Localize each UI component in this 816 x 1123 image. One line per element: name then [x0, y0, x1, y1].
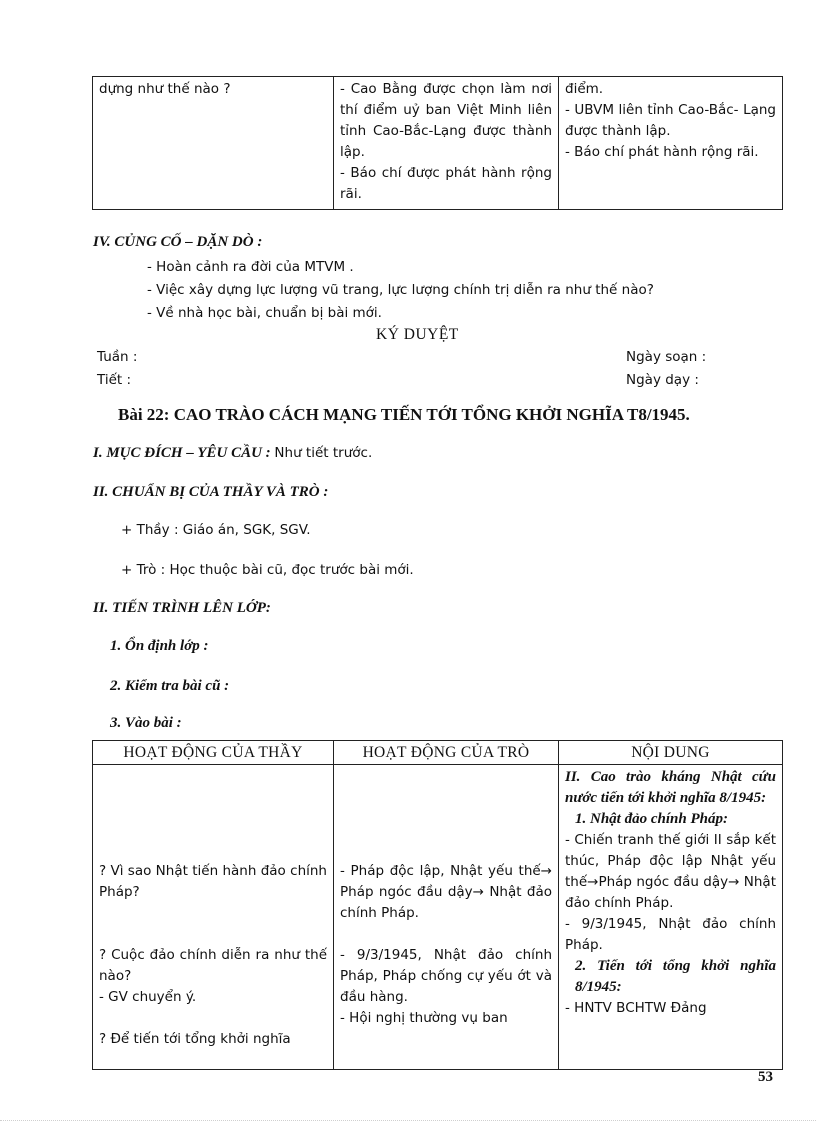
ngay-day-label: Ngày dạy : [626, 372, 699, 388]
lesson-title: Bài 22: CAO TRÀO CÁCH MẠNG TIẾN TỚI TỔNG KHỞI NGHĨA T8/1945. [118, 405, 690, 424]
continuation-table [92, 76, 783, 210]
cell-line: - UBVM liên tỉnh Cao-Bắc- Lạng được thành lập. [565, 102, 776, 139]
list-item: - Hoàn cảnh ra đời của MTVM . [147, 259, 354, 275]
content-section-title: II. Cao trào kháng Nhật cứu nước tiến tới khởi nghĩa 8/1945: [565, 769, 776, 806]
page-number: 53 [758, 1069, 773, 1085]
question-3: ? Để tiến tới tổng khởi nghĩa [99, 1031, 291, 1047]
ngay-soan-label: Ngày soạn : [626, 349, 707, 365]
column-header-noi-dung: NỘI DUNG [559, 741, 783, 765]
column-header-thay: HOẠT ĐỘNG CỦA THẦY [93, 741, 334, 765]
content-subheading-1: 1. Nhật đảo chính Pháp: [575, 811, 728, 827]
teacher-activity-cell [93, 765, 334, 1070]
section-heading-cung-co: IV. CỦNG CỐ – DẶN DÒ : [93, 234, 263, 250]
content-cell [559, 765, 783, 1070]
muc-dich-line [93, 445, 372, 462]
section-heading-tien-trinh: II. TIẾN TRÌNH LÊN LỚP: [93, 600, 271, 616]
content-subheading-2: 2. Tiến tới tổng khởi nghĩa 8/1945: [575, 958, 776, 995]
content-1: - Chiến tranh thế giới II sắp kết thúc, Pháp độc lập Nhật yếu thế→Pháp ngóc đầu dậy→ Nhật đảo chính Pháp. [565, 832, 776, 911]
activity-table [92, 740, 783, 1070]
ky-duyet-heading: KÝ DUYỆT [376, 326, 459, 343]
table-row [93, 77, 783, 210]
tiet-label: Tiết : [97, 372, 132, 388]
step-vao-bai: 3. Vào bài : [110, 715, 182, 731]
answer-2: - 9/3/1945, Nhật đảo chính Pháp, Pháp chống cự yếu ớt và đầu hàng. [340, 947, 552, 1005]
content-3: - HNTV BCHTW Đảng [565, 1000, 707, 1016]
cell-line: điểm. [565, 81, 604, 97]
footer-divider [0, 1120, 816, 1121]
answer-3: - Hội nghị thường vụ ban [340, 1010, 508, 1026]
question-1: ? Vì sao Nhật tiến hành đảo chính Pháp? [99, 863, 327, 900]
list-item: - Về nhà học bài, chuẩn bị bài mới. [147, 305, 382, 321]
muc-dich-text: Như tiết trước. [274, 445, 373, 461]
answer-1: - Pháp độc lập, Nhật yếu thế→ Pháp ngóc đầu dậy→ Nhật đảo chính Pháp. [340, 863, 552, 921]
table-cell [559, 77, 783, 210]
student-activity-cell [334, 765, 559, 1070]
cell-line: - Báo chí được phát hành rộng rãi. [340, 165, 552, 202]
section-heading-chuan-bi: II. CHUẨN BỊ CỦA THẦY VÀ TRÒ : [93, 484, 329, 500]
table-row [93, 765, 783, 1070]
table-cell [334, 77, 559, 210]
cell-line: - Cao Bằng được chọn làm nơi thí điểm uỷ ban Việt Minh liên tỉnh Cao-Bắc-Lạng được thành lập. [340, 81, 552, 160]
column-header-tro: HOẠT ĐỘNG CỦA TRÒ [334, 741, 559, 765]
step-on-dinh-lop: 1. Ổn định lớp : [110, 638, 209, 654]
chuan-bi-tro: + Trò : Học thuộc bài cũ, đọc trước bài mới. [121, 562, 414, 578]
tuan-label: Tuần : [97, 349, 138, 365]
question-2: ? Cuộc đảo chính diễn ra như thế nào? [99, 947, 327, 984]
cell-line: - Báo chí phát hành rộng rãi. [565, 144, 759, 160]
list-item: - Việc xây dựng lực lượng vũ trang, lực lượng chính trị diễn ra như thế nào? [147, 282, 654, 298]
teacher-transition: - GV chuyển ý. [99, 989, 197, 1005]
table-cell: dựng như thế nào ? [93, 77, 334, 210]
content-2: - 9/3/1945, Nhật đảo chính Pháp. [565, 916, 776, 953]
section-heading-muc-dich: I. MỤC ĐÍCH – YÊU CẦU : [93, 445, 271, 461]
chuan-bi-thay: + Thầy : Giáo án, SGK, SGV. [121, 522, 311, 538]
table-header-row [93, 741, 783, 765]
step-kiem-tra-bai-cu: 2. Kiểm tra bài cũ : [110, 678, 230, 694]
